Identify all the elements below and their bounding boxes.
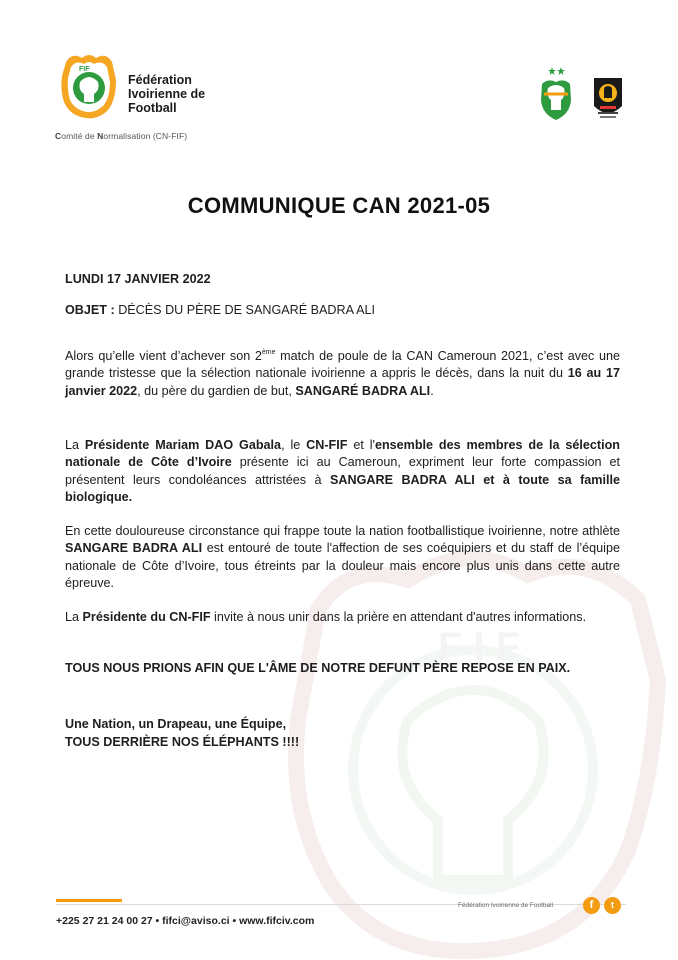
object-line — [65, 302, 620, 320]
paragraph-1: Alors qu’elle vient d’achever son 2ème match de poule de la CAN Cameroun 2021, c’est avec une grande tristesse que la sélection nationale ivoirienne a appris le décès, dans la nuit du 16 au 17 janvier 2022, du père du gardien de but, SANGARÉ BADRA ALI. — [65, 348, 620, 398]
svg-text:FIF: FIF — [79, 66, 90, 73]
fif-elephant-logo-icon — [58, 50, 120, 120]
footer-accent-bar — [56, 899, 122, 902]
paragraph-prayer: TOUS NOUS PRIONS AFIN QUE L'ÂME DE NOTRE DEFUNT PÈRE REPOSE EN PAIX. — [65, 660, 571, 675]
org-name-line1: Fédération — [128, 73, 192, 87]
object-label: OBJET : — [65, 303, 115, 317]
object-text: DÉCÈS DU PÈRE DE SANGARÉ BADRA ALI — [118, 303, 376, 317]
footer-org-name: Fédération Ivoirienne de Football — [458, 902, 554, 909]
twitter-icon[interactable]: t — [604, 897, 621, 914]
footer-contact: +225 27 21 24 00 27 • fifci@aviso.ci • www.fifciv.com — [56, 915, 315, 927]
page-title: COMMUNIQUE CAN 2021-05 — [187, 193, 491, 218]
paragraph-4: La Présidente du CN-FIF invite à nous unir dans la prière en attendant d'autres informations. — [65, 609, 587, 624]
paragraph-2: La Présidente Mariam DAO Gabala, le CN-FIF et l'ensemble des membres de la sélection nationale de Côte d’Ivoire présente ici au Cameroun, expriment leur forte compassion et présentent leurs condoléances attristées à SANGARE BADRA ALI et à toute sa famille biologique. — [65, 437, 620, 505]
facebook-icon[interactable]: f — [583, 897, 600, 914]
org-name — [128, 73, 205, 115]
org-name-line2: Ivoirienne de — [128, 87, 206, 101]
caf-can-cameroon-emblem-icon — [590, 76, 626, 122]
committee-label: Comité de Normalisation (CN-FIF) — [55, 131, 188, 141]
svg-text:F I F: F I F — [438, 625, 521, 669]
slogan-line2: TOUS DERRIÈRE NOS ÉLÉPHANTS !!!! — [65, 734, 300, 749]
slogan-line1: Une Nation, un Drapeau, une Équipe, — [65, 717, 287, 731]
org-name-line3: Football — [128, 101, 177, 115]
date-line: LUNDI 17 JANVIER 2022 — [65, 272, 211, 286]
slogan — [65, 716, 620, 751]
paragraph-3: En cette douloureuse circonstance qui frappe toute la nation footballistique ivoirienne, notre athlète SANGARE BADRA ALI est entouré de toute l'affection de ses coéquipiers et du staff de l’équipe nationale de Côte d’Ivoire, tous étreints par la douleur mais encore plus unis dans cette autre épreuve. — [65, 523, 620, 591]
civ-elephants-emblem-icon — [536, 64, 576, 124]
